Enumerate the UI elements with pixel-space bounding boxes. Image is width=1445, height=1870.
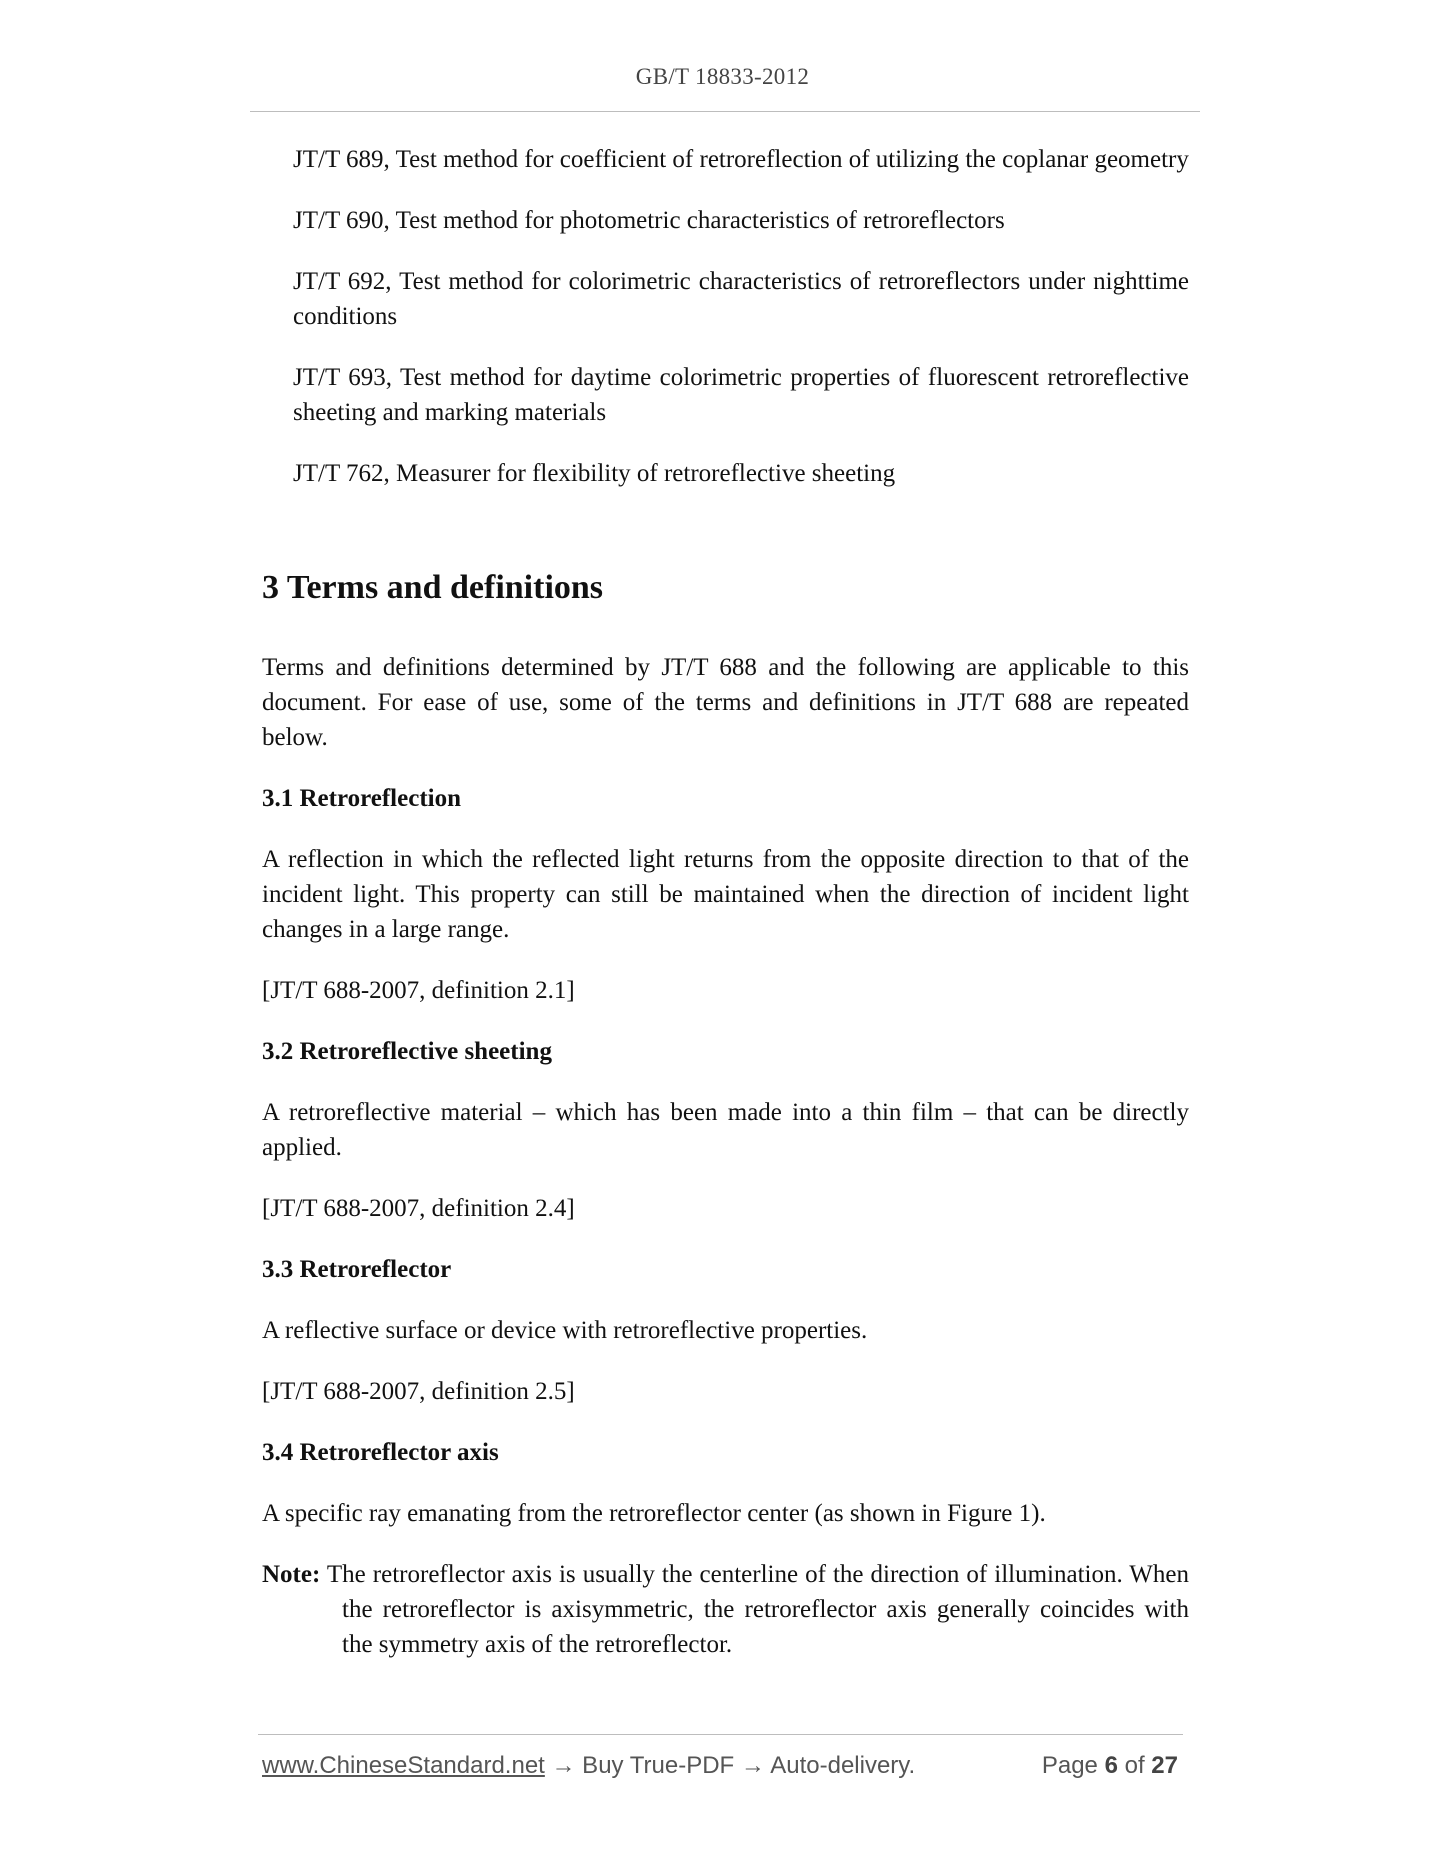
document-header-title: GB/T 18833-2012 [635,64,810,89]
footer-promo [262,1752,915,1780]
of-label: of [1124,1752,1145,1779]
website-link[interactable]: www.ChineseStandard.net [262,1752,545,1779]
footer-tagline: → Buy True-PDF → Auto-delivery. [544,1752,916,1779]
term-definition: A reflection in which the reflected light returns from the opposite direction to that of the incident light. This property can still be maintained when the direction of incident light changes in a large range. [262,846,1189,943]
reference-item: JT/T 762, Measurer for flexibility of retroreflective sheeting [293,460,896,487]
term-source: [JT/T 688-2007, definition 2.5] [262,1378,575,1405]
total-page-count: 27 [1151,1752,1178,1779]
section-intro: Terms and definitions determined by JT/T 688 and the following are applicable to this document. For ease of use, some of the terms and definitions in JT/T 688 are repeated below. [262,654,1189,751]
normative-references-list [293,142,1189,517]
reference-item: JT/T 693, Test method for daytime colorimetric properties of fluorescent retroreflective sheeting and marking materials [293,364,1189,426]
term-source: [JT/T 688-2007, definition 2.1] [262,977,575,1004]
section-body [262,650,1189,1662]
page-footer [262,1752,1178,1780]
note-label: Note: [262,1561,321,1588]
term-definition: A specific ray emanating from the retroreflector center (as shown in Figure 1). [262,1500,1046,1527]
term-heading-retroreflective-sheeting: 3.2 Retroreflective sheeting [262,1038,552,1065]
term-heading-retroreflection: 3.1 Retroreflection [262,785,461,812]
reference-item: JT/T 689, Test method for coefficient of retroreflection of utilizing the coplanar geometry [293,146,1189,173]
page-indicator [1042,1752,1178,1780]
header-divider [250,111,1200,112]
note [262,1557,1189,1662]
term-heading-retroreflector: 3.3 Retroreflector [262,1256,452,1283]
page-label: Page [1041,1752,1098,1779]
term-source: [JT/T 688-2007, definition 2.4] [262,1195,575,1222]
reference-item: JT/T 692, Test method for colorimetric characteristics of retroreflectors under nighttime conditions [293,268,1189,330]
section-heading: 3 Terms and definitions [262,569,604,606]
term-definition: A retroreflective material – which has been made into a thin film – that can be directly applied. [262,1099,1189,1161]
reference-item: JT/T 690, Test method for photometric characteristics of retroreflectors [293,207,1005,234]
term-definition: A reflective surface or device with retroreflective properties. [262,1317,868,1344]
term-heading-retroreflector-axis: 3.4 Retroreflector axis [262,1439,499,1466]
note-text: The retroreflector axis is usually the centerline of the direction of illumination. When the retroreflector is axisymmetric, the retroreflector axis generally coincides with the symmetry axis of the retroreflector. [326,1561,1189,1658]
current-page-number: 6 [1104,1752,1118,1779]
footer-divider [258,1734,1183,1735]
